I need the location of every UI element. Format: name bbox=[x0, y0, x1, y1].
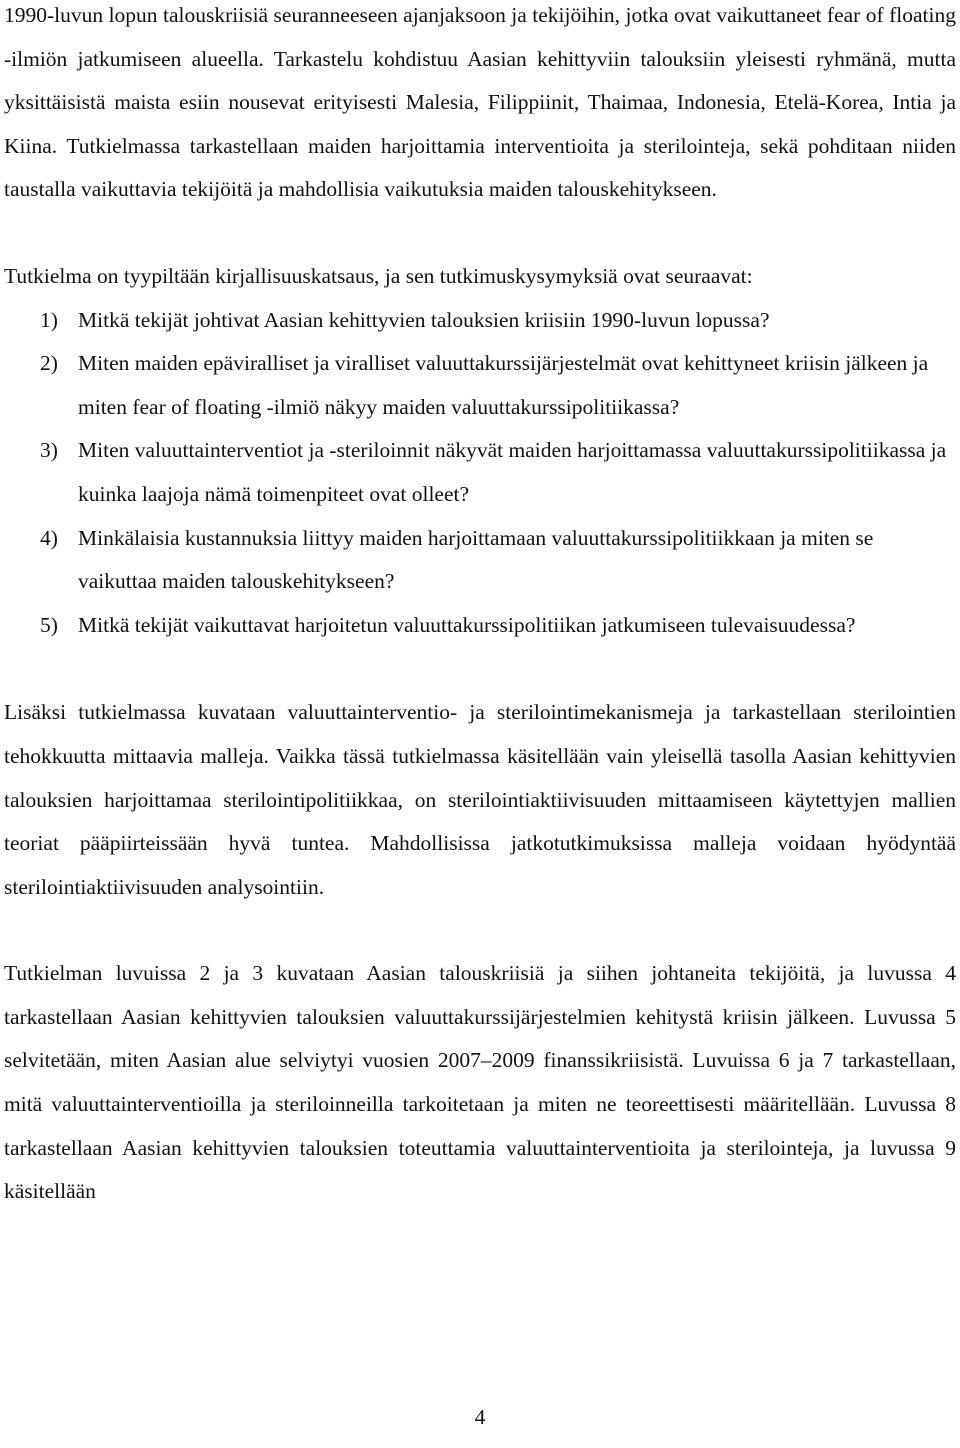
research-questions-list bbox=[4, 299, 956, 648]
list-item-text: Mitkä tekijät johtivat Aasian kehittyvien talouksien kriisiin 1990-luvun lopussa? bbox=[78, 307, 770, 332]
list-item bbox=[4, 342, 956, 429]
list-item-number: 4) bbox=[40, 525, 58, 550]
list-item-text: Miten maiden epäviralliset ja viralliset valuuttakurssijärjestelmät ovat kehittyneet kriisin jälkeen ja miten fear of floating -ilmiö näkyy maiden valuuttakurssipolitiikassa? bbox=[78, 351, 929, 419]
list-item bbox=[4, 604, 956, 648]
paragraph-intro-continued: 1990-luvun lopun talouskriisiä seuranneeseen ajanjaksoon ja tekijöihin, jotka ovat vaikuttaneet fear of floating -ilmiön jatkumiseen alueella. Tarkastelu kohdistuu Aasian kehittyviin talouksiin yleisesti ryhmänä, mutta yksittäisistä maista esiin nousevat erityisesti Malesia, Filippiinit, Thaimaa, Indonesia, Etelä-Korea, Intia ja Kiina. Tutkielmassa tarkastellaan maiden harjoittamia interventioita ja sterilointeja, sekä pohditaan niiden taustalla vaikuttavia tekijöitä ja mahdollisia vaikutuksia maiden talouskehitykseen. bbox=[4, 3, 956, 202]
list-item-text: Mitkä tekijät vaikuttavat harjoitetun valuuttakurssipolitiikan jatkumiseen tulevaisuudessa? bbox=[78, 612, 856, 637]
paragraph-method: Tutkielma on tyypiltään kirjallisuuskatsaus, ja sen tutkimuskysymyksiä ovat seuraavat: bbox=[4, 263, 753, 288]
list-item-number: 3) bbox=[40, 438, 58, 463]
paragraph-additional: Lisäksi tutkielmassa kuvataan valuuttainterventio- ja sterilointimekanismeja ja tarkastellaan sterilointien tehokkuutta mittaavia malleja. Vaikka tässä tutkielmassa käsitellään vain yleisellä tasolla Aasian kehittyvien talouksien harjoittamaa sterilointipolitiikkaa, on sterilointiaktiivisuuden mittaamiseen käytettyjen mallien teoriat pääpiirteissään hyvä tuntea. Mahdollisissa jatkotutkimuksissa malleja voidaan hyödyntää sterilointiaktiivisuuden analysointiin. bbox=[4, 700, 956, 899]
page-number: 4 bbox=[474, 1405, 486, 1429]
list-item-text: Miten valuuttainterventiot ja -steriloinnit näkyvät maiden harjoittamassa valuuttakurssipolitiikassa ja kuinka laajoja nämä toimenpiteet ovat olleet? bbox=[78, 438, 947, 506]
list-item-number: 2) bbox=[40, 351, 58, 376]
paragraph-structure: Tutkielman luvuissa 2 ja 3 kuvataan Aasian talouskriisiä ja siihen johtaneita tekijöitä, ja luvussa 4 tarkastellaan Aasian kehittyvien talouksien valuuttakurssijärjestelmien kehitystä kriisin jälkeen. Luvussa 5 selvitetään, miten Aasian alue selviytyi vuosien 2007–2009 finanssikriisistä. Luvuissa 6 ja 7 tarkastellaan, mitä valuuttainterventioilla ja steriloinneilla tarkoitetaan ja miten ne teoreettisesti määritellään. Luvussa 8 tarkastellaan Aasian kehittyvien talouksien toteuttamia valuuttainterventioita ja sterilointeja, ja luvussa 9 käsitellään bbox=[4, 961, 956, 1204]
list-item bbox=[4, 299, 956, 343]
list-item-text: Minkälaisia kustannuksia liittyy maiden harjoittamaan valuuttakurssipolitiikkaan ja miten se vaikuttaa maiden talouskehitykseen? bbox=[78, 525, 874, 594]
list-item bbox=[4, 429, 956, 516]
document-page bbox=[4, 0, 956, 1214]
list-item-number: 1) bbox=[40, 307, 58, 332]
list-item-number: 5) bbox=[40, 612, 58, 637]
list-item bbox=[4, 517, 956, 604]
